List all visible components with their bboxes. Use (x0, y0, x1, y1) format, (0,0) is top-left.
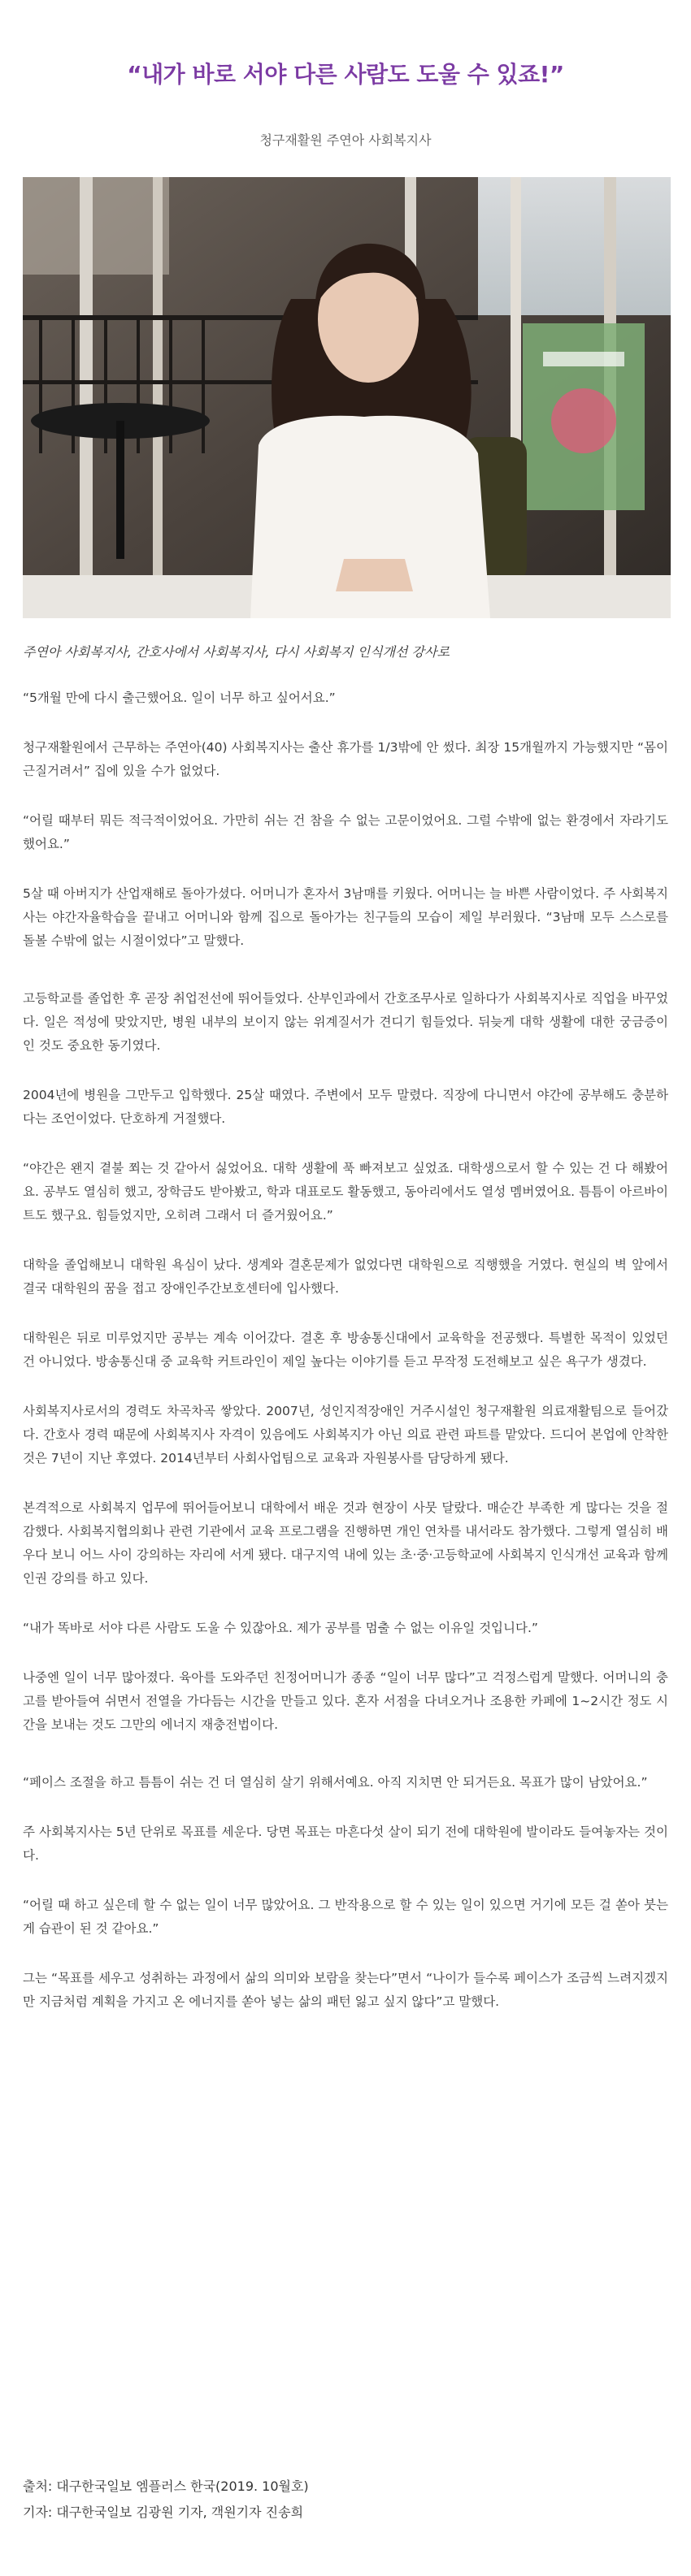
source-line: 출처: 대구한국일보 엠플러스 한국(2019. 10월호) (23, 2479, 309, 2494)
paragraph: “페이스 조절을 하고 틈틈이 쉬는 건 더 열심히 살기 위해서예요. 아직 지치면 안 되거든요. 목표가 많이 남았어요.” (23, 1775, 648, 1790)
portrait-photo (23, 177, 671, 618)
paragraph: 대학을 졸업해보니 대학원 욕심이 났다. 생계와 결혼문제가 없었다면 대학원으로 직행했을 거였다. 현실의 벽 앞에서 결국 대학원의 꿈을 접고 장애인주간보호센터에 입사했다. (23, 1258, 668, 1296)
paragraph: 본격적으로 사회복지 업무에 뛰어들어보니 대학에서 배운 것과 현장이 사뭇 달랐다. 매순간 부족한 게 많다는 것을 절감했다. 사회복지협의회나 관련 기관에서 교육 프로그램을 진행하면 개인 연차를 내서라도 참가했다. 그렇게 열심히 배우다 보니 어느 사이 강의하는 자리에 서게 됐다. 대구지역 내에 있는 초·중·고등학교에 사회복지 인식개선 교육과 함께 인권 강의를 하고 있다. (23, 1500, 668, 1586)
reporter-line: 기자: 대구한국일보 김광원 기자, 객원기자 진송희 (23, 2505, 304, 2520)
paragraph: 대학원은 뒤로 미루었지만 공부는 계속 이어갔다. 결혼 후 방송통신대에서 교육학을 전공했다. 특별한 목적이 있었던 건 아니었다. 방송통신대 중 교육학 커트라인이 제일 높다는 이야기를 듣고 무작정 도전해보고 싶은 욕구가 생겼다. (23, 1331, 668, 1369)
paragraph: 청구재활원에서 근무하는 주연아(40) 사회복지사는 출산 휴가를 1/3밖에 안 썼다. 최장 15개월까지 가능했지만 “몸이 근질거려서” 집에 있을 수가 없었다. (23, 740, 668, 778)
paragraph: “5개월 만에 다시 출근했어요. 일이 너무 하고 싶어서요.” (23, 691, 336, 705)
paragraph: 5살 때 아버지가 산업재해로 돌아가셨다. 어머니가 혼자서 3남매를 키웠다. 어머니는 늘 바쁜 사람이었다. 주 사회복지사는 야간자율학습을 끝내고 어머니와 함께 집으로 돌아가는 친구들의 모습이 제일 부러웠다. “3남매 모두 스스로를 돌볼 수밖에 없는 시절이었다”고 말했다. (23, 886, 668, 948)
article-title: “내가 바로 서야 다른 사람도 도울 수 있죠!” (127, 61, 564, 88)
portrait-illustration (23, 177, 671, 618)
paragraph: 그는 “목표를 세우고 성취하는 과정에서 삶의 의미와 보람을 찾는다”면서 “나이가 들수록 페이스가 조금씩 느려지겠지만 지금처럼 계획을 가지고 온 에너지를 쏟아 넣는 삶의 패턴 잃고 싶지 않다”고 말했다. (23, 1971, 668, 2009)
paragraph: “내가 똑바로 서야 다른 사람도 도울 수 있잖아요. 제가 공부를 멈출 수 없는 이유일 것입니다.” (23, 1621, 538, 1635)
paragraph: “어릴 때 하고 싶은데 할 수 없는 일이 너무 많았어요. 그 반작용으로 할 수 있는 일이 있으면 거기에 모든 걸 쏟아 붓는 게 습관이 된 것 같아요.” (23, 1898, 668, 1936)
article-body (23, 686, 668, 2040)
paragraph: 주 사회복지사는 5년 단위로 목표를 세운다. 당면 목표는 마흔다섯 살이 되기 전에 대학원에 발이라도 들여놓자는 것이다. (23, 1825, 668, 1863)
paragraph: “어릴 때부터 뭐든 적극적이었어요. 가만히 쉬는 건 참을 수 없는 고문이었어요. 그럴 수밖에 없는 환경에서 자라기도 했어요.” (23, 813, 668, 851)
paragraph: “야간은 왠지 곁불 쬐는 것 같아서 싫었어요. 대학 생활에 푹 빠져보고 싶었죠. 대학생으로서 할 수 있는 건 다 해봤어요. 공부도 열심히 했고, 장학금도 받아봤고, 학과 대표로도 활동했고, 동아리에서도 열성 멤버였어요. 틈틈이 아르바이트도 했구요. 힘들었지만, 오히려 그래서 더 즐거웠어요.” (23, 1161, 668, 1223)
paragraph: 사회복지사로서의 경력도 차곡차곡 쌓았다. 2007년, 성인지적장애인 거주시설인 청구재활원 의료재활팀으로 들어갔다. 간호사 경력 때문에 사회복지사 자격이 있음에도 사회복지가 아닌 의료 관련 파트를 맡았다. 드디어 본업에 안착한 것은 7년이 지난 후였다. 2014년부터 사회사업팀으로 교육과 자원봉사를 담당하게 됐다. (23, 1404, 668, 1466)
article-byline: 청구재활원 주연아 사회복지사 (259, 132, 432, 148)
paragraph: 나중엔 일이 너무 많아졌다. 육아를 도와주던 친정어머니가 종종 “일이 너무 많다”고 걱정스럽게 말했다. 어머니의 충고를 받아들여 쉬면서 전열을 가다듬는 시간을 만들고 있다. 혼자 서점을 다녀오거나 조용한 카페에 1~2시간 정도 시간을 보내는 것도 그만의 에너지 재충전법이다. (23, 1670, 668, 1732)
photo-caption: 주연아 사회복지사, 간호사에서 사회복지사, 다시 사회복지 인식개선 강사로 (23, 644, 450, 660)
article-source (23, 2474, 668, 2526)
paragraph: 고등학교를 졸업한 후 곧장 취업전선에 뛰어들었다. 산부인과에서 간호조무사로 일하다가 사회복지사로 직업을 바꾸었다. 일은 적성에 맞았지만, 병원 내부의 보이지 않는 위계질서가 견디기 힘들었다. 뒤늦게 대학 생활에 대한 궁금증이 인 것도 중요한 동기였다. (23, 991, 668, 1053)
paragraph: 2004년에 병원을 그만두고 입학했다. 25살 때였다. 주변에서 모두 말렸다. 직장에 다니면서 야간에 공부해도 충분하다는 조언이었다. 단호하게 거절했다. (23, 1088, 668, 1126)
